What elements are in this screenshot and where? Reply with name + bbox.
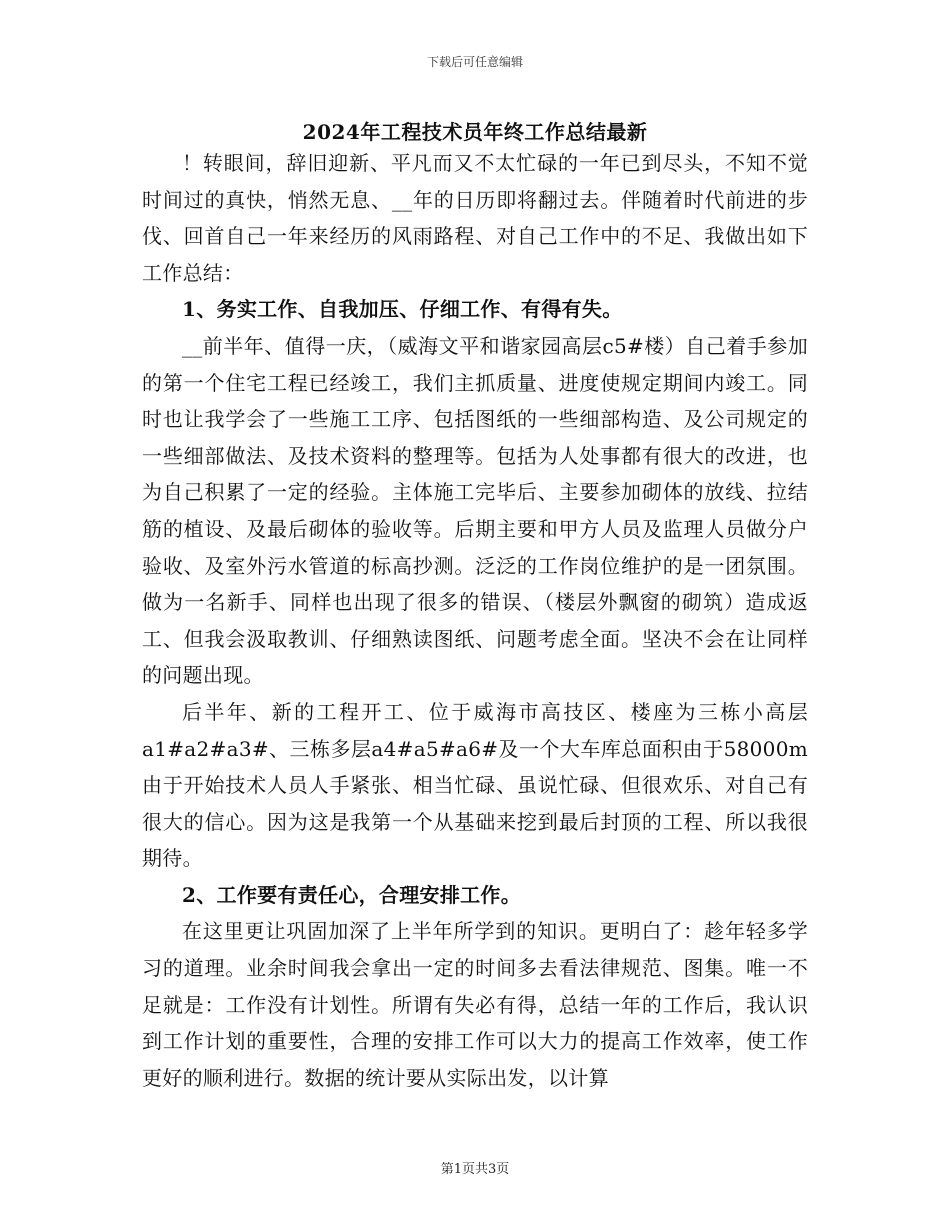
section-heading-1: 1、务实工作、自我加压、仔细工作、有得有失。 [182,297,623,322]
section-heading-2: 2、工作要有责任心，合理安排工作。 [182,882,522,907]
body-paragraph: __前半年、值得一庆，（威海文平和谐家园高层c5#楼）自己着手参加的第一个住宅工程已经竣工，我们主抓质量、进度使规定期间内竣工。同时也让我学会了一些施工工序、包括图纸的一些细部构造、及公司规定的一些细部做法、及技术资料的整理等。包括为人处事都有很大的改进，也为自己积累了一定的经验。主体施工完毕后、主要参加砌体的放线、拉结筋的植设、及最后砌体的验收等。后期主要和甲方人员及监理人员做分户验收、及室外污水管道的标高抄测。泛泛的工作岗位维护的是一团氛围。做为一名新手、同样也出现了很多的错误、（楼层外飘窗的砌筑）造成返工、但我会汲取教训、仔细熟读图纸、问题考虑全面。坚决不会在让同样的问题出现。 [142,333,808,688]
body-paragraph: 后半年、新的工程开工、位于威海市高技区、楼座为三栋小高层a1#a2#a3#、三栋多层a4#a5#a6#及一个大车库总面积由于58000m由于开始技术人员人手紧张、相当忙碌、虽说忙碌、但很欢乐、对自己有很大的信心。因为这是我第一个从基础来挖到最后封顶的工程、所以我很期待。 [142,699,808,871]
body-paragraph: 在这里更让巩固加深了上半年所学到的知识。更明白了：趁年轻多学习的道理。业余时间我会拿出一定的时间多去看法律规范、图集。唯一不足就是：工作没有计划性。所谓有失必有得，总结一年的工作后，我认识到工作计划的重要性，合理的安排工作可以大力的提高工作效率，使工作更好的顺利进行。数据的统计要从实际出发，以计算 [142,919,808,1090]
document-title: 2024年工程技术员年终工作总结最新 [302,120,648,144]
intro-paragraph: ！转眼间，辞旧迎新、平凡而又不太忙碌的一年已到尽头，不知不觉时间过的真快，悄然无息、__年的日历即将翻过去。伴随着时代前进的步伐、回首自己一年来经历的风雨路程、对自己工作中的不足、我做出如下工作总结： [142,151,808,285]
page-header-note: 下载后可任意编辑 [426,55,523,69]
page-number: 第1页共3页 [440,1162,510,1177]
document-body [142,145,808,1096]
